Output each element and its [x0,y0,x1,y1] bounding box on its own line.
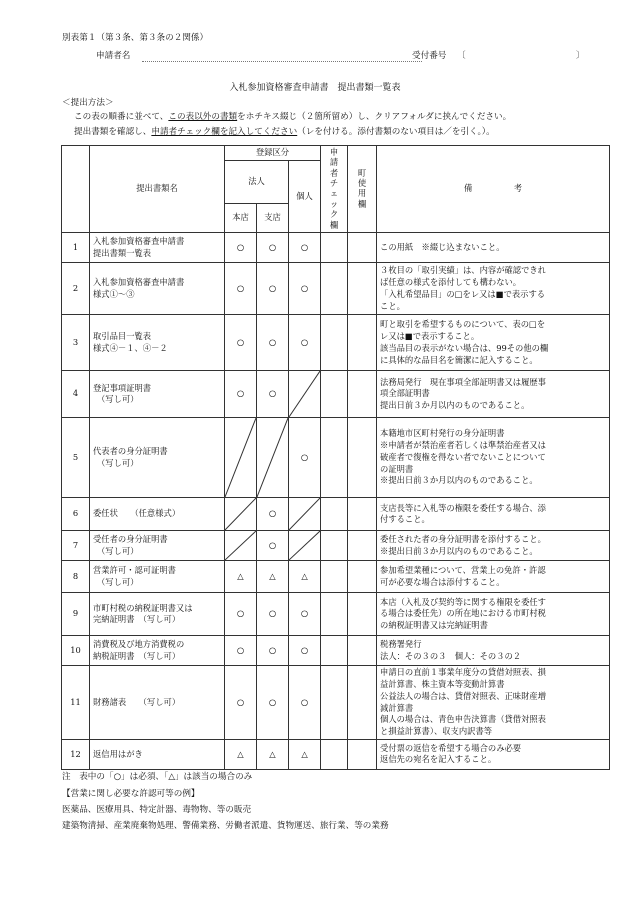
applicant-row [96,50,596,64]
not-applicable-slash [257,418,288,497]
not-applicable-slash [289,498,320,530]
instruction-2-underline: 申請者チェック欄を記入してください [151,127,298,137]
row-number: 7 [62,531,90,561]
row-number: 1 [62,233,90,263]
applicant-check-cell[interactable] [321,498,348,531]
form-label: 別表第１（第３条、第３条の２関係） [62,33,209,43]
remark-line: 減計算書 [380,702,414,713]
instruction-1: この表の順番に並べて、この表以外の書類をホチキス綴じ（２箇所留め）し、クリアフォルダに挟んでください。 [74,112,512,122]
town-use-cell [348,498,377,531]
remarks [377,593,610,636]
row-number: 8 [62,561,90,593]
document-name [90,233,225,263]
head-office-mark: ○ [225,263,257,315]
table-row [62,636,610,666]
table-row [62,315,610,371]
applicant-check-cell[interactable] [321,531,348,561]
table-row [62,418,610,498]
remarks [377,666,610,740]
remarks [377,263,610,315]
document-name-line2: （写し可） [97,576,139,587]
head-office-mark: ○ [225,593,257,636]
remark-line: この用紙 ※綴じ込まないこと。 [380,241,505,252]
remarks [377,561,610,593]
branch-mark: ○ [257,636,289,666]
table-row [62,233,610,263]
row-number: 5 [62,418,90,498]
branch-mark: ○ [257,498,289,531]
applicant-check-cell[interactable] [321,233,348,263]
applicant-label: 申請者名 [96,51,131,61]
page-title: 入札参加資格審査申請書 提出書類一覧表 [229,83,401,93]
table-row [62,666,610,740]
slash-line [289,498,320,530]
remark-line: 本店（入札及び契約等に関する権限を委任す [380,596,546,607]
note-line: 建築物清掃、産業廃棄物処理、警備業務、労働者派遣、貨物運送、旅行業、等の業務 [62,820,389,831]
document-name-line2: （写し可） [97,457,139,468]
row-number: 9 [62,593,90,636]
receipt-number-label: 受付番号 [412,51,447,61]
document-name-line2: （写し可） [97,545,139,556]
table-row [62,263,610,315]
row-number: 12 [62,739,90,769]
remark-line: 可が必要な場合は添付すること。 [380,576,505,587]
remarks [377,636,610,666]
document-name [90,315,225,371]
applicant-check-cell[interactable] [321,636,348,666]
remark-line: 提出日前３か月以内のものであること。 [380,400,530,411]
row-number: 10 [62,636,90,666]
remarks [377,233,610,263]
table-row [62,371,610,418]
individual-mark [289,498,321,531]
remark-line: 法人：その３の３ 個人：その３の２ [380,650,522,661]
branch-mark: ○ [257,233,289,263]
document-name-line1: 受任者の身分証明書 [93,534,168,545]
header-registration: 登録区分 [225,146,321,161]
applicant-check-cell[interactable] [321,315,348,371]
remark-line: 委任された者の身分証明書を添付すること。 [380,534,546,545]
head-office-mark [225,531,257,561]
individual-mark: ○ [289,636,321,666]
header-individual: 個人 [289,160,321,233]
slash-line [225,498,256,530]
individual-mark: △ [289,739,321,769]
head-office-mark: ○ [225,371,257,418]
table-row [62,739,610,769]
remark-line: こと。 [380,300,405,311]
remark-line: 本籍地市区町村発行の身分証明書 [380,428,505,439]
row-number: 3 [62,315,90,371]
branch-mark: ○ [257,263,289,315]
town-use-cell [348,739,377,769]
method-heading: ＜提出方法＞ [62,98,114,108]
town-use-cell [348,263,377,315]
remark-line: 公益法人の場合は、貸借対照表、正味財産増 [380,690,546,701]
document-name-line1: 財務諸表 （写し可） [93,696,181,707]
receipt-bracket-open: 〔 [457,51,466,61]
document-name [90,739,225,769]
remark-line: 個人の場合は、青色申告決算書（貸借対照表 [380,714,546,725]
head-office-mark [225,498,257,531]
town-use-cell [348,666,377,740]
applicant-name-field[interactable] [142,61,422,62]
remark-line: 付すること。 [380,514,430,525]
table-row [62,561,610,593]
remark-line: 申請日の直前１事業年度分の貸借対照表、損 [380,667,546,678]
remark-line: ば任意の様式を添付しても構わない。 [380,277,522,288]
document-name-line2: 提出書類一覧表 [93,247,152,258]
document-name-line1: 取引品目一覧表 [93,331,152,342]
document-name [90,666,225,740]
branch-mark: △ [257,561,289,593]
remark-line: ※提出日前３か月以内のものであること。 [380,475,538,486]
branch-mark: △ [257,739,289,769]
applicant-check-cell[interactable] [321,418,348,498]
applicant-check-cell[interactable] [321,666,348,740]
town-use-cell [348,561,377,593]
submission-documents-table [61,145,610,770]
document-name-line1: 入札参加資格審査申請書 [93,236,185,247]
header-corporation: 法人 [225,160,289,204]
document-name-line2: （写し可） [97,394,139,405]
table-row [62,593,610,636]
head-office-mark: ○ [225,315,257,371]
remark-line: 益計算書、株主資本等変動計算書 [380,679,505,690]
individual-mark: △ [289,561,321,593]
header-town-use: 町 使 用 欄 [348,146,377,233]
document-name-line2: 納税証明書 （写し可） [93,650,181,661]
town-use-cell [348,233,377,263]
remark-line: と損益計算書）、収支内訳書等 [380,726,493,737]
individual-mark [289,531,321,561]
remark-line: ※申請者が禁治産者若しくは準禁治産者又は [380,440,546,451]
document-name [90,561,225,593]
note-line: 医薬品、医療用具、特定計器、毒物物、等の販売 [62,804,252,815]
applicant-check-cell[interactable] [321,371,348,418]
individual-mark: ○ [289,263,321,315]
town-use-cell [348,371,377,418]
applicant-check-cell[interactable] [321,561,348,593]
document-name-line1: 営業許可・認可証明書 [93,565,176,576]
row-number: 11 [62,666,90,740]
remark-line: ３枚目の「取引実績」は、内容が確認できれ [380,265,546,276]
note-line: 【営業に関し必要な許認可等の例】 [62,788,200,799]
header-head-office: 本店 [225,204,257,233]
remark-line: 支店長等に入札等の権限を委任する場合、添 [380,502,546,513]
slash-line [289,531,320,560]
individual-mark [289,371,321,418]
individual-mark: ○ [289,315,321,371]
slash-line [289,371,320,417]
not-applicable-slash [225,418,256,497]
head-office-mark: ○ [225,636,257,666]
header-branch: 支店 [257,204,289,233]
document-name [90,498,225,531]
individual-mark: ○ [289,418,321,498]
instruction-2: 提出書類を確認し、申請者チェック欄を記入してください（レを付ける。添付書類のない項目は／を引く。）。 [74,127,495,137]
note-line: 注 表中の「○」は必須、「△」は該当の場合のみ [62,771,253,782]
branch-mark: ○ [257,593,289,636]
remark-line: る場合は委任先）の所在地における市町村税 [380,608,546,619]
individual-mark: ○ [289,233,321,263]
remark-line: 税務署発行 [380,639,422,650]
row-number: 4 [62,371,90,418]
document-name-line2: 完納証明書 （写し可） [93,614,181,625]
header-applicant-check: 申請 者 チ ェ ッ ク欄 [321,146,348,233]
head-office-mark: △ [225,561,257,593]
applicant-check-cell[interactable] [321,739,348,769]
receipt-bracket-close: 〕 [576,51,585,61]
document-name-line1: 登記事項証明書 [93,382,152,393]
branch-mark: ○ [257,531,289,561]
remark-line: の納税証明書又は完納証明書 [380,620,488,631]
not-applicable-slash [289,371,320,417]
remarks [377,371,610,418]
slash-line [257,418,288,497]
remark-line: 「入札希望品目」の□をレ又は■で表示する [380,288,546,299]
individual-mark: ○ [289,593,321,636]
remark-line: 項全部証明書 [380,388,430,399]
remark-line: 町と取引を希望するものについて、表の□を [380,319,546,330]
document-name [90,636,225,666]
document-name [90,593,225,636]
instruction-1-underline: この表以外の書類 [168,112,238,122]
remarks [377,739,610,769]
remarks [377,418,610,498]
town-use-cell [348,636,377,666]
not-applicable-slash [225,498,256,530]
table-row [62,531,610,561]
remark-line: の証明書 [380,463,414,474]
not-applicable-slash [225,531,256,560]
document-name-line1: 市町村税の納税証明書又は [93,602,193,613]
not-applicable-slash [289,531,320,560]
table-row [62,498,610,531]
branch-mark: ○ [257,371,289,418]
town-use-cell [348,315,377,371]
document-name-line1: 返信用はがき [93,748,143,759]
document-name-line2: 様式④－１、④－２ [93,342,168,353]
individual-mark: ○ [289,666,321,740]
remark-line: ※提出日前３か月以内のものであること。 [380,545,538,556]
document-name-line1: 代表者の身分証明書 [93,446,168,457]
slash-line [225,418,256,497]
slash-line [225,531,256,560]
remark-line: 破産者で復権を得ない者でないことについて [380,451,546,462]
document-name-line1: 入札参加資格審査申請書 [93,277,185,288]
remark-line: 法務局発行 現在事項全部証明書又は履歴事 [380,376,546,387]
row-number: 6 [62,498,90,531]
document-name [90,371,225,418]
head-office-mark [225,418,257,498]
remarks [377,531,610,561]
branch-mark: ○ [257,315,289,371]
header-doc-name: 提出書類名 [90,146,225,233]
remarks [377,498,610,531]
town-use-cell [348,418,377,498]
remark-line: に具体的な品目名を簡潔に記入すること。 [380,354,538,365]
document-name-line2: 様式①～③ [93,288,135,299]
branch-mark: ○ [257,666,289,740]
remark-line: レ又は■で表示すること。 [380,331,480,342]
branch-mark [257,418,289,498]
head-office-mark: △ [225,739,257,769]
document-name [90,531,225,561]
remark-line: 該当品目の表示がない場合は、99その他の欄 [380,342,549,353]
head-office-mark: ○ [225,233,257,263]
head-office-mark: ○ [225,666,257,740]
document-name [90,418,225,498]
applicant-check-cell[interactable] [321,593,348,636]
remark-line: 受付票の返信を希望する場合のみ必要 [380,742,522,753]
document-name-line1: 委任状 （任意様式） [93,508,181,519]
row-number: 2 [62,263,90,315]
remark-line: 参加希望業種について、営業上の免許・許認 [380,565,546,576]
header-remarks: 備 考 [377,146,610,233]
town-use-cell [348,531,377,561]
document-name-line1: 消費税及び地方消費税の [93,639,185,650]
remark-line: 返信先の宛名を記入すること。 [380,754,497,765]
applicant-check-cell[interactable] [321,263,348,315]
town-use-cell [348,593,377,636]
document-name [90,263,225,315]
remarks [377,315,610,371]
